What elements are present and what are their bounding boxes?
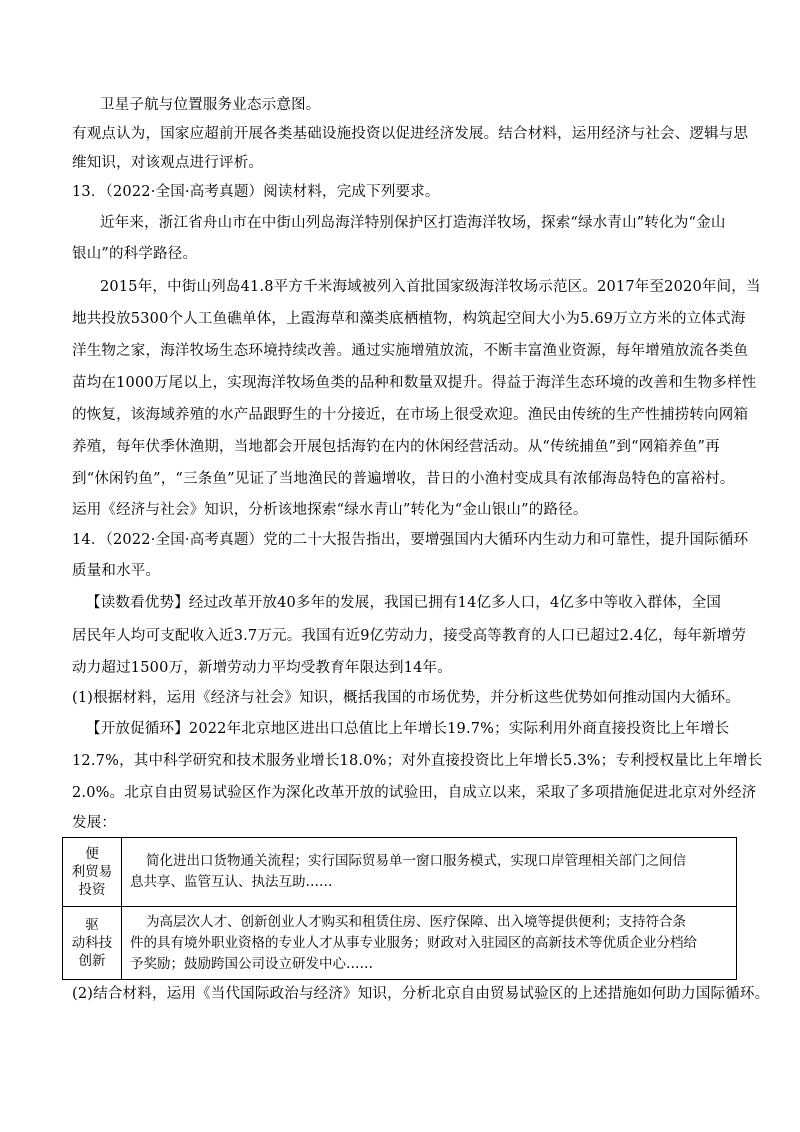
text-line-material-p2: 到“休闲钓鱼”，“三条鱼”见证了当地渔民的普遍增收，昔日的小渔村变成具有浓郁海岛特色的富裕村。 (72, 471, 735, 487)
policy-measures-table (62, 837, 737, 980)
text-line-subquestion-1: (1)根据材料，运用《经济与社会》知识，概括我国的市场优势，并分析这些优势如何推动国内大循环。 (72, 690, 740, 706)
text-line-material-p2: 苗均在1000万尾以上，实现海洋牧场鱼类的品种和数量双提升。得益于海洋生态环境的改善和生物多样性 (72, 375, 757, 391)
text-line-material-intro: 近年来，浙江省舟山市在中街山列岛海洋特别保护区打造海洋牧场，探索“绿水青山”转化为“金山 (100, 215, 726, 231)
text-line-open-circulation: 【开放促循环】2022年北京地区进出口总值比上年增长19.7%；实际利用外商直接投资比上年增长 (86, 721, 730, 737)
text-line-question-12-cont: 维知识，对该观点进行评析。 (72, 155, 264, 171)
text-line-open-circulation: 12.7%，其中科学研究和技术服务业增长18.0%；对外直接投资比上年增长5.3%；专利授权量比上年增长 (72, 753, 763, 769)
text-line-question-12: 有观点认为，国家应超前开展各类基础设施投资以促进经济发展。结合材料，运用经济与社会、逻辑与思 (72, 126, 749, 142)
text-line-question-13-task: 运用《经济与社会》知识，分析该地探索“绿水青山”转化为“金山银山”的路径。 (72, 502, 588, 518)
text-line-material-p2: 2015年，中街山列岛41.8平方千米海域被列入首批国家级海洋牧场示范区。2017年至2020年间，当 (100, 279, 761, 295)
text-line-subquestion-2: (2)结合材料，运用《当代国际政治与经济》知识，分析北京自由贸易试验区的上述措施如何助力国际循环。 (72, 986, 770, 1002)
table-row (63, 907, 737, 980)
table-row-content: 为高层次人才、创新创业人才购买和租赁住房、医疗保障、出入境等提供便利；支持符合条 件的具有境外职业资格的专业人才从事专业服务；财政对入驻园区的高新技术等优质企业分档给 予奖励；鼓励跨国公司设立研发中心…… (122, 907, 737, 980)
table-row-content: 简化进出口货物通关流程；实行国际贸易单一窗口服务模式，实现口岸管理相关部门之间信 息共享、监管互认、执法互助…… (122, 838, 737, 907)
text-line-open-circulation: 发展： (72, 815, 117, 831)
text-line-material-p2: 养殖，每年伏季休渔期，当地都会开展包括海钓在内的休闲经营活动。从“传统捕鱼”到“网箱养鱼”再 (72, 439, 720, 455)
table-row (63, 838, 737, 907)
text-line-question-14-header: 14．（2022·全国·高考真题）党的二十大报告指出，要增强国内大循环内生动力和可靠性，提升国际循环 (72, 532, 749, 548)
text-line-open-circulation: 2.0%。北京自由贸易试验区作为深化改革开放的试验田，自成立以来，采取了多项措施促进北京对外经济 (72, 785, 757, 801)
text-line-question-14-header-cont: 质量和水平。 (72, 563, 161, 579)
text-line-material-p2: 的恢复，该海域养殖的水产品跟野生的十分接近，在市场上很受欢迎。渔民由传统的生产性捕捞转向网箱 (72, 407, 749, 423)
text-line-data-advantage: 动力超过1500万，新增劳动力平均受教育年限达到14年。 (72, 660, 452, 676)
text-line-question-13-header: 13．（2022·全国·高考真题）阅读材料，完成下列要求。 (72, 184, 440, 200)
text-line-data-advantage: 居民年人均可支配收入近3.7万元。我国有近9亿劳动力，接受高等教育的人口已超过2.4亿，每年新增劳 (72, 628, 747, 644)
text-line-data-advantage: 【读数看优势】经过改革开放40多年的发展，我国已拥有14亿多人口，4亿多中等收入群体，全国 (86, 595, 722, 611)
text-line-material-intro-cont: 银山”的科学路径。 (72, 246, 198, 262)
table-row-label: 便 利贸易 投资 (63, 838, 122, 907)
text-line-material-p2: 地共投放5300个人工鱼礁单体，上霞海草和藻类底栖植物，构筑起空间大小为5.69万立方米的立体式海 (72, 311, 746, 327)
text-line-material-p2: 洋生物之家，海洋牧场生态环境持续改善。通过实施增殖放流，不断丰富渔业资源，每年增殖放流各类鱼 (72, 343, 749, 359)
table-row-label: 驱 动科技 创新 (63, 907, 122, 980)
text-line-figure-caption: 卫星子航与位置服务业态示意图。 (100, 97, 321, 113)
